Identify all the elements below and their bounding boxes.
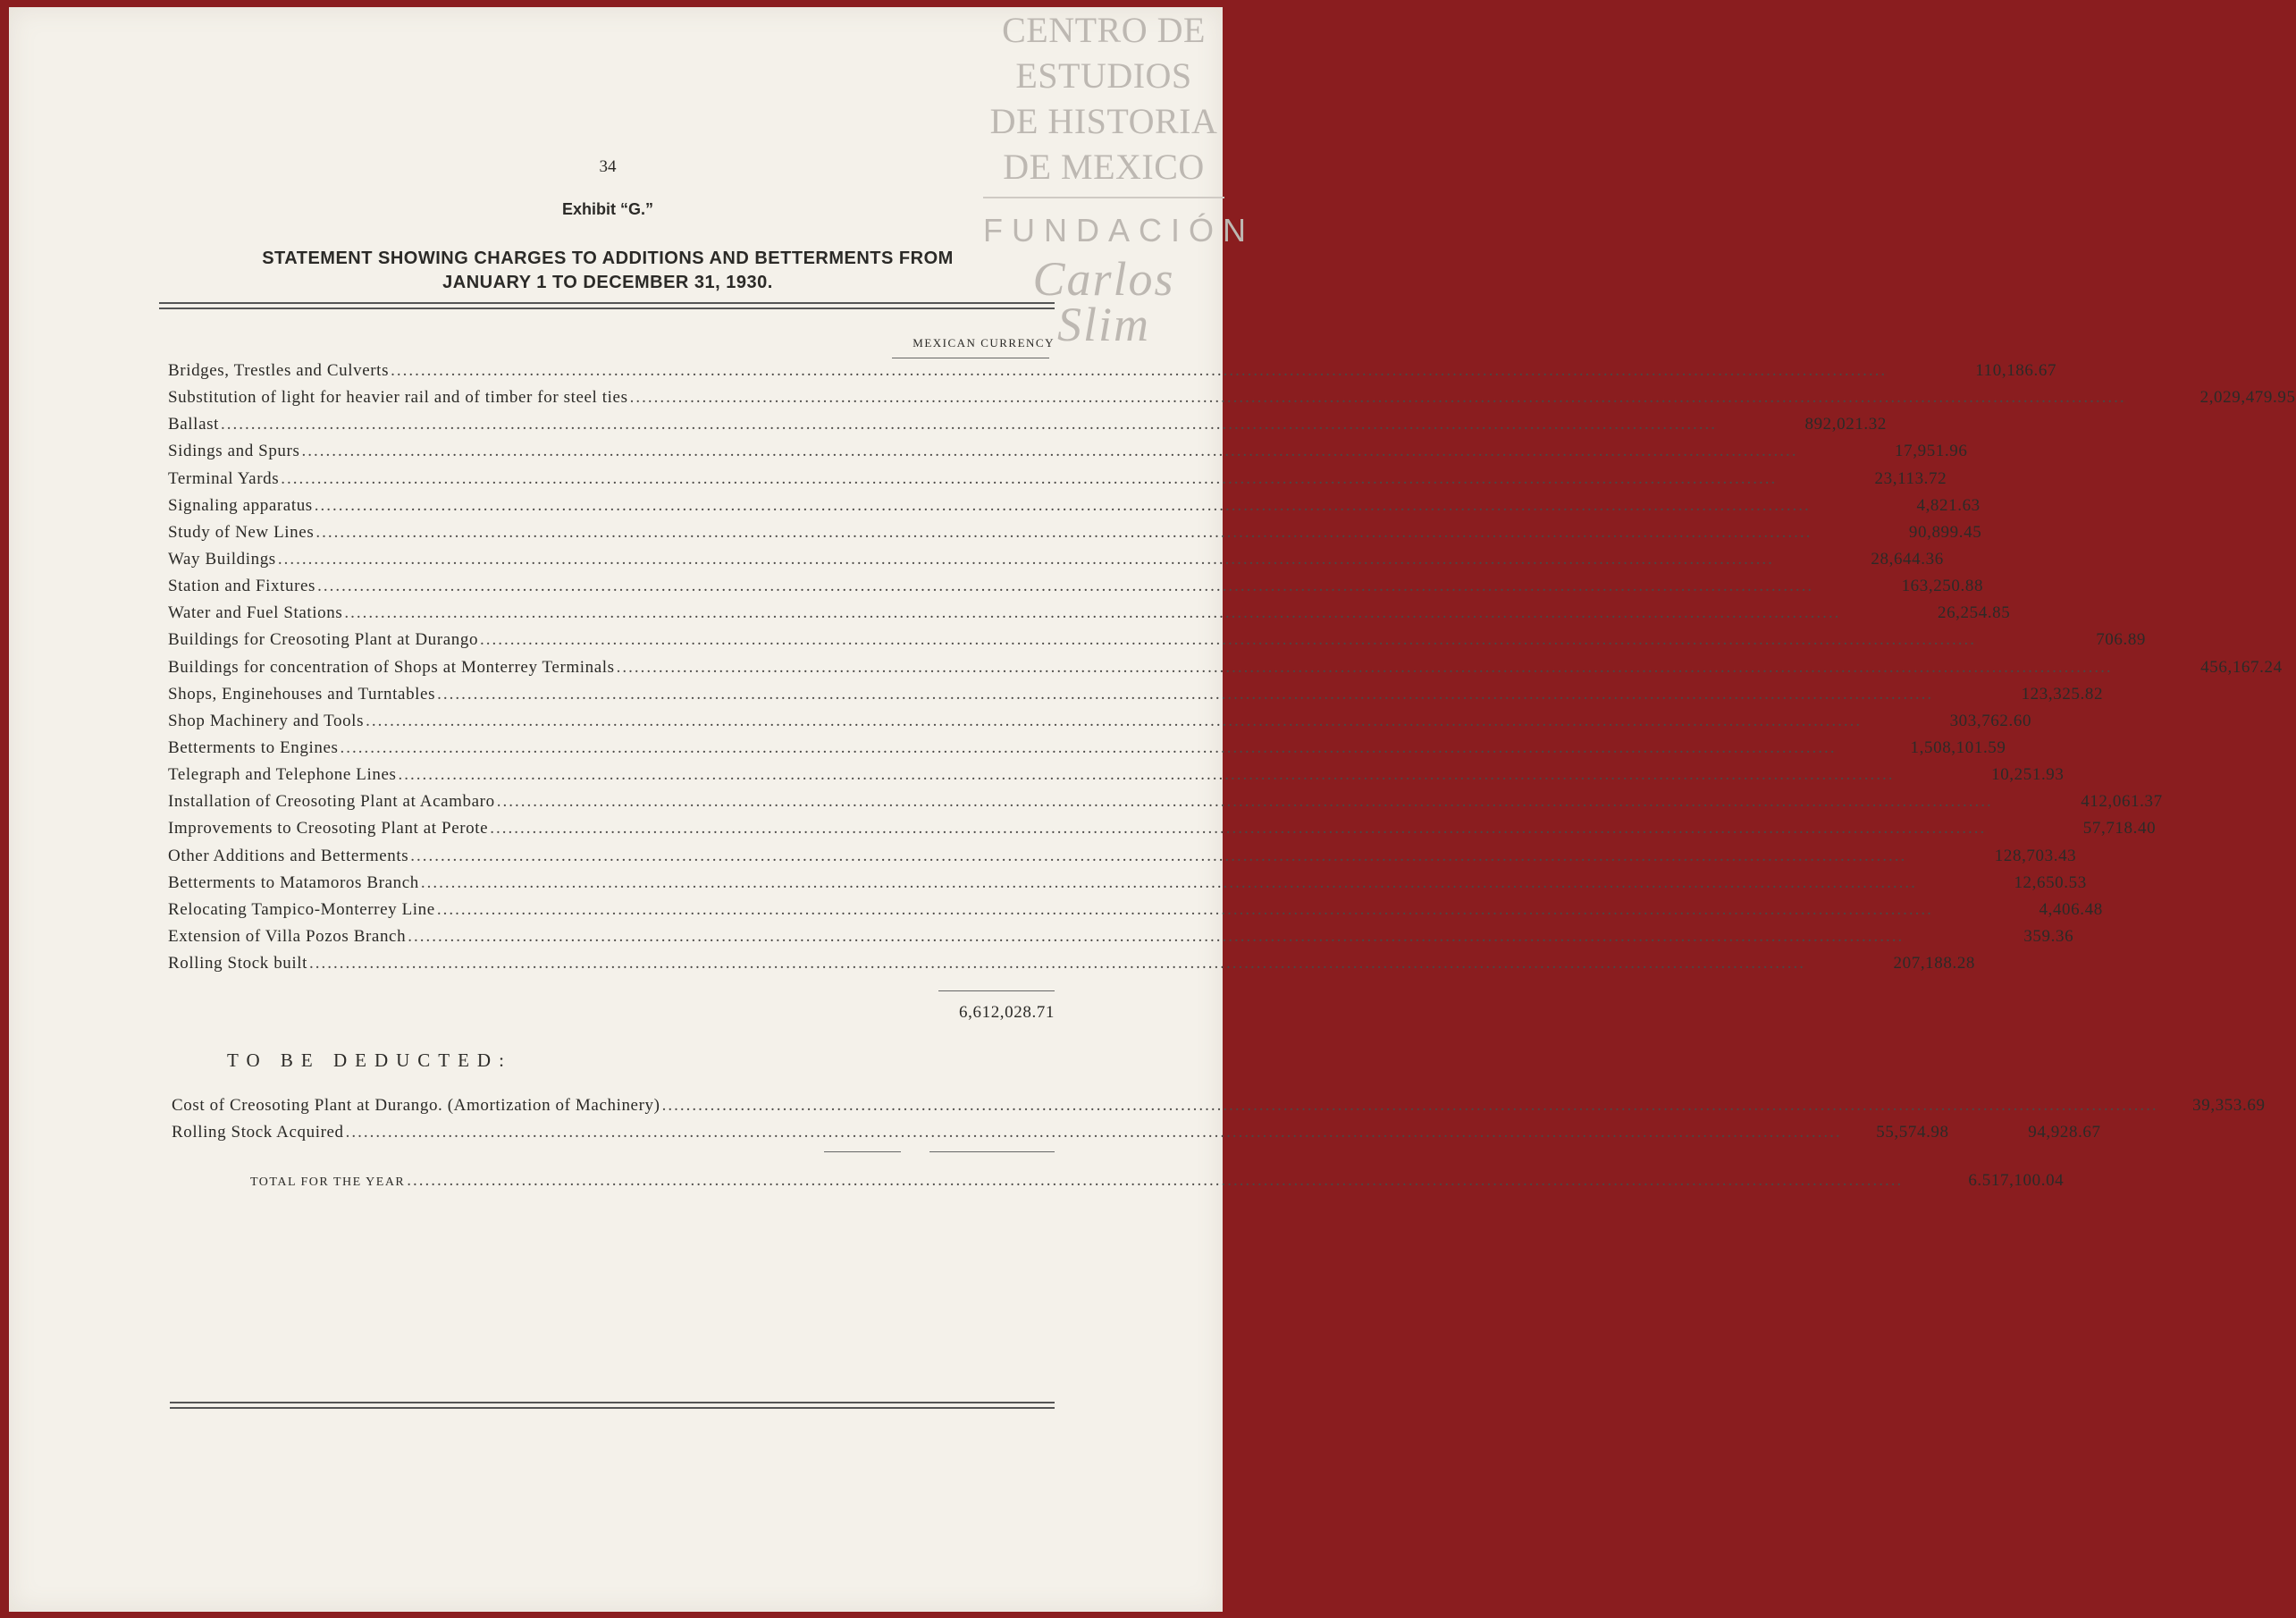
item-amount: 123,325.82 <box>2021 684 2104 704</box>
item-label: Extension of Villa Pozos Branch <box>168 926 407 946</box>
item-amount: 359.36 <box>2023 926 2074 946</box>
item-amount: 57,718.40 <box>2082 819 2157 838</box>
list-item <box>168 603 2011 630</box>
title-line: JANUARY 1 TO DECEMBER 31, 1930. <box>442 273 773 292</box>
item-label: Buildings for concentration of Shops at Monterrey Terminals <box>168 657 615 677</box>
leader-dots <box>421 873 1917 893</box>
title-line: STATEMENT SHOWING CHARGES TO ADDITIONS AND BETTERMENTS FROM <box>262 249 954 268</box>
watermark-line: ESTUDIOS <box>1015 55 1192 96</box>
item-amount: 2,029,479.95 <box>2199 388 2296 408</box>
list-item <box>168 577 1984 603</box>
item-amount: 26,254.85 <box>1937 603 2011 623</box>
leader-dots <box>344 603 1840 623</box>
item-amount: 12,650.53 <box>2014 872 2087 892</box>
item-amount: 456,167.24 <box>2200 657 2283 677</box>
leader-dots <box>221 415 1717 434</box>
subtotal-rule <box>938 990 1055 991</box>
list-item <box>168 630 2147 657</box>
list-item <box>168 792 2163 819</box>
item-amount: 28,644.36 <box>1871 549 1944 569</box>
exhibit-label: Exhibit “G.” <box>561 200 653 218</box>
item-label: Shops, Enginehouses and Turntables <box>168 684 436 704</box>
list-item <box>168 468 1947 496</box>
item-amount: 1,508,101.59 <box>1910 737 2006 757</box>
item-label: Betterments to Engines <box>168 737 339 757</box>
leader-dots <box>408 927 1904 947</box>
leader-dots <box>317 577 1813 596</box>
watermark-line: CENTRO DE <box>1002 10 1206 50</box>
item-amount: 23,113.72 <box>1874 468 1947 488</box>
leader-dots <box>407 1171 1903 1191</box>
item-label: Station and Fixtures <box>168 577 316 596</box>
leader-dots <box>617 658 2113 678</box>
total-row <box>250 1171 2065 1191</box>
leader-dots <box>281 469 1777 489</box>
item-label: Sidings and Spurs <box>168 442 300 461</box>
leader-dots <box>630 388 2126 408</box>
leader-dots <box>341 738 1837 758</box>
item-amount: 110,186.67 <box>1975 361 2057 380</box>
deduction-amount: 39,353.69 <box>2192 1096 2266 1115</box>
item-label: Telegraph and Telephone Lines <box>168 765 397 785</box>
item-label: Terminal Yards <box>168 468 280 488</box>
top-double-rule <box>159 302 1055 309</box>
item-amount: 706.89 <box>2096 630 2147 650</box>
column-header-currency: MEXICAN CURRENCY <box>913 336 1055 350</box>
item-label: Bridges, Trestles and Culverts <box>168 361 390 380</box>
item-amount: 207,188.28 <box>1893 954 1976 973</box>
item-amount: 10,251.93 <box>1991 765 2065 785</box>
item-label: Shop Machinery and Tools <box>168 711 365 730</box>
item-label: Study of New Lines <box>168 522 315 542</box>
item-label: Water and Fuel Stations <box>168 603 343 623</box>
item-label: Substitution of light for heavier rail and of timber for steel ties <box>168 388 628 408</box>
deduction-amount-rule <box>824 1151 901 1152</box>
list-item <box>168 522 1982 550</box>
list-item <box>168 899 2103 927</box>
leader-dots <box>662 1096 2158 1116</box>
bottom-double-rule <box>170 1402 1055 1409</box>
leader-dots <box>366 712 1862 731</box>
page-number: 34 <box>599 157 617 176</box>
deduction-total-rule <box>929 1151 1055 1152</box>
list-item <box>168 872 2087 900</box>
deductions-heading: TO BE DEDUCTED: <box>227 1049 512 1071</box>
item-label: Rolling Stock built <box>168 954 308 973</box>
leader-dots <box>278 550 1774 569</box>
item-amount: 412,061.37 <box>2081 792 2163 812</box>
list-item <box>168 684 2104 712</box>
document-page <box>9 7 2296 1612</box>
deduction-amount: 55,574.98 <box>1876 1123 1949 1142</box>
leader-dots <box>497 792 1993 812</box>
leader-dots <box>410 847 1906 866</box>
list-item <box>168 388 2296 415</box>
list-item <box>168 415 1887 442</box>
item-label: Betterments to Matamoros Branch <box>168 872 419 892</box>
item-label: Signaling apparatus <box>168 495 313 515</box>
deduction-row <box>172 1096 2266 1123</box>
leader-dots <box>315 496 1811 516</box>
item-label: Way Buildings <box>168 549 276 569</box>
item-amount: 4,406.48 <box>2039 899 2103 919</box>
leader-dots <box>437 900 1933 920</box>
list-item <box>168 495 1981 523</box>
leader-dots <box>309 954 1805 973</box>
list-item <box>168 657 2283 685</box>
list-item <box>168 737 2006 765</box>
item-amount: 128,703.43 <box>1994 846 2077 865</box>
watermark-signature: Carlos Slim <box>1032 252 1175 351</box>
statement-title <box>188 247 1028 295</box>
deduction-total: 94,928.67 <box>2028 1123 2101 1142</box>
deduction-label: Cost of Creosoting Plant at Durango. (Amortization of Machinery) <box>172 1096 660 1115</box>
leader-dots <box>301 442 1797 461</box>
list-item <box>168 926 2074 954</box>
item-amount: 303,762.60 <box>1949 711 2032 730</box>
deduction-row <box>172 1123 2101 1150</box>
leader-dots <box>315 523 1812 543</box>
list-item <box>168 819 2157 846</box>
total-label: TOTAL FOR THE YEAR <box>250 1176 406 1189</box>
item-label: Ballast <box>168 415 219 434</box>
item-label: Buildings for Creosoting Plant at Durango <box>168 630 479 650</box>
item-label: Relocating Tampico-Monterrey Line <box>168 899 435 919</box>
leader-dots <box>490 819 1986 838</box>
item-label: Other Additions and Betterments <box>168 846 409 865</box>
watermark-divider <box>983 197 1224 198</box>
item-label: Installation of Creosoting Plant at Acambaro <box>168 792 495 812</box>
list-item <box>168 846 2077 873</box>
leader-dots <box>480 630 1976 650</box>
list-item <box>168 442 1968 468</box>
watermark-line: DE HISTORIA <box>989 101 1218 141</box>
leader-dots <box>437 685 1933 704</box>
leader-dots <box>346 1123 1842 1142</box>
list-item <box>168 361 2057 388</box>
list-item <box>168 954 1976 981</box>
watermark-foundation: FUNDACIÓN <box>983 212 1255 249</box>
total-amount: 6.517,100.04 <box>1968 1171 2065 1190</box>
charges-list <box>168 361 2296 981</box>
deduction-label: Rolling Stock Acquired <box>172 1123 344 1142</box>
leader-dots <box>391 361 1887 381</box>
list-item <box>168 765 2065 792</box>
subtotal-amount: 6,612,028.71 <box>959 1003 1055 1022</box>
item-amount: 892,021.32 <box>1804 415 1887 434</box>
item-amount: 17,951.96 <box>1895 442 1968 461</box>
item-amount: 4,821.63 <box>1916 495 1981 515</box>
item-label: Improvements to Creosoting Plant at Perote <box>168 819 489 838</box>
list-item <box>168 549 1944 577</box>
watermark-line: DE MEXICO <box>1003 147 1205 187</box>
list-item <box>168 711 2032 738</box>
leader-dots <box>399 765 1895 785</box>
item-amount: 90,899.45 <box>1908 522 1982 542</box>
item-amount: 163,250.88 <box>1901 577 1984 596</box>
